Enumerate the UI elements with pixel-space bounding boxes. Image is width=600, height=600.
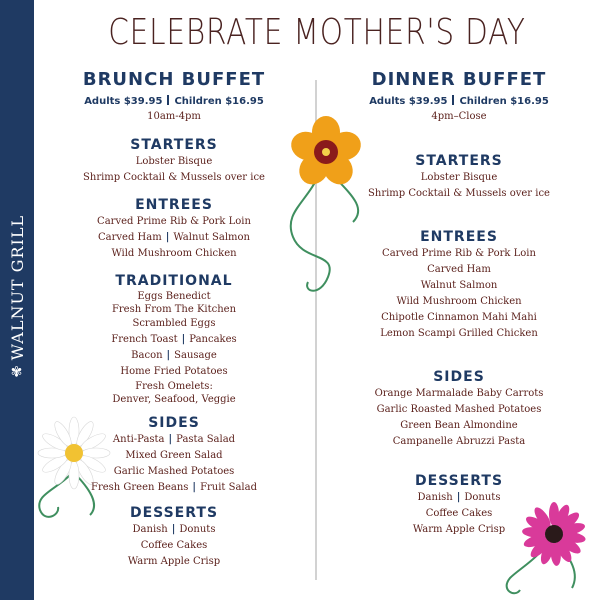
- brunch-prices: [34, 94, 314, 110]
- menu-item: Fresh Green Beans | Fruit Salad: [91, 482, 257, 493]
- dinner-price-adults: Adults $39.95: [369, 96, 448, 107]
- brunch-price-adults: Adults $39.95: [84, 96, 163, 107]
- menu-item: Mixed Green Salad: [125, 450, 223, 461]
- menu-item: Bacon | Sausage: [131, 350, 217, 361]
- menu-item: Warm Apple Crisp: [127, 556, 221, 567]
- brunch-sides-heading: SIDES: [148, 415, 200, 431]
- menu-item: Shrimp Cocktail & Mussels over ice: [368, 188, 550, 199]
- menu-item: Fresh Omelets:: [135, 381, 213, 392]
- menu-item: Scrambled Eggs: [132, 318, 216, 329]
- page-title: CELEBRATE MOTHER'S DAY: [108, 12, 526, 53]
- dinner-price-children: Children $16.95: [459, 96, 549, 107]
- menu-item: Denver, Seafood, Veggie: [112, 394, 236, 405]
- menu-item: Campanelle Abruzzi Pasta: [392, 436, 526, 447]
- menu-item: Wild Mushroom Chicken: [396, 296, 522, 307]
- dinner-entrees-heading: ENTREES: [420, 229, 498, 245]
- walnut-icon: ✾: [10, 364, 24, 381]
- brand-logo: [5, 200, 29, 394]
- menu-item: Shrimp Cocktail & Mussels over ice: [83, 172, 265, 183]
- menu-item: Chipotle Cinnamon Mahi Mahi: [381, 312, 537, 323]
- menu-item: Anti-Pasta | Pasta Salad: [112, 434, 236, 445]
- brunch-price-children: Children $16.95: [174, 96, 264, 107]
- menu-item: Danish | Donuts: [132, 524, 216, 535]
- menu-item: Walnut Salmon: [420, 280, 498, 291]
- menu-item: Green Bean Almondine: [400, 420, 518, 431]
- menu-item: Carved Ham: [427, 264, 491, 275]
- menu-item: Coffee Cakes: [425, 508, 493, 519]
- brunch-traditional-heading: TRADITIONAL: [115, 273, 233, 289]
- menu-item: Garlic Roasted Mashed Potatoes: [376, 404, 542, 415]
- brunch-starters-heading: STARTERS: [130, 137, 218, 153]
- menu-item: Warm Apple Crisp: [412, 524, 506, 535]
- dinner-column: [318, 68, 600, 538]
- menu-item: Carved Prime Rib & Pork Loin: [97, 216, 251, 227]
- menu-item: Lemon Scampi Grilled Chicken: [380, 328, 538, 339]
- menu-item: Fresh From The Kitchen: [111, 304, 237, 315]
- dinner-starters-heading: STARTERS: [415, 153, 503, 169]
- brunch-column: [34, 68, 314, 570]
- separator: [452, 95, 454, 105]
- menu-item: French Toast | Pancakes: [111, 334, 237, 345]
- dinner-heading: DINNER BUFFET: [371, 69, 547, 90]
- menu-item: Lobster Bisque: [135, 156, 213, 167]
- menu-item: Eggs Benedict: [137, 291, 211, 302]
- brunch-hours: 10am-4pm: [147, 111, 201, 122]
- brunch-heading: BRUNCH BUFFET: [82, 69, 266, 90]
- dinner-hours: 4pm–Close: [431, 111, 487, 122]
- separator: [167, 95, 169, 105]
- sidebar-band: [0, 0, 34, 600]
- brunch-entrees-heading: ENTREES: [135, 197, 213, 213]
- menu-item: Lobster Bisque: [420, 172, 498, 183]
- menu-item: Carved Prime Rib & Pork Loin: [382, 248, 536, 259]
- menu-item: Home Fried Potatoes: [120, 366, 228, 377]
- brand-name: WALNUT GRILL: [7, 214, 27, 361]
- menu-item: Coffee Cakes: [140, 540, 208, 551]
- brunch-desserts-heading: DESSERTS: [129, 505, 219, 521]
- menu-item: Garlic Mashed Potatoes: [113, 466, 235, 477]
- menu-item: Danish | Donuts: [417, 492, 501, 503]
- dinner-desserts-heading: DESSERTS: [414, 473, 504, 489]
- menu-item: Orange Marmalade Baby Carrots: [374, 388, 544, 399]
- menu-item: Carved Ham | Walnut Salmon: [98, 232, 250, 243]
- menu-item: Wild Mushroom Chicken: [111, 248, 237, 259]
- dinner-sides-heading: SIDES: [433, 369, 485, 385]
- dinner-prices: [318, 94, 600, 110]
